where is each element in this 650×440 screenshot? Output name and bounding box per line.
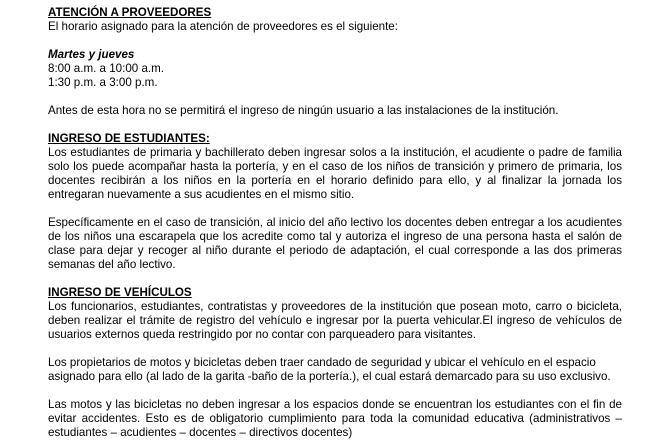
document-page [48, 6, 622, 440]
schedule-days: Martes y jueves [48, 48, 135, 61]
spacer [48, 90, 622, 104]
spacer [48, 202, 622, 216]
proveedores-intro: El horario asignado para la atención de proveedores es el siguiente: [48, 20, 398, 33]
spacer [48, 118, 622, 132]
estudiantes-paragraph-1: Los estudiantes de primaria y bachillerato deben ingresar solos a la institución, el acudiente o padre de familia solo los puede acompañar hasta la portería, y en el caso de los niños de transición y primero de primaria, los docentes recibirán a los niños en la portería en el horario definido para ello, y al finalizar la jornada los entregaran nuevamente a sus acudientes en el mismo sitio. [48, 146, 622, 201]
heading-vehiculos: INGRESO DE VEHÍCULOS [48, 286, 192, 299]
spacer [48, 342, 622, 356]
heading-estudiantes: INGRESO DE ESTUDIANTES: [48, 132, 210, 145]
spacer [48, 34, 622, 48]
schedule-slot-2: 1:30 p.m. a 3:00 p.m. [48, 76, 158, 89]
spacer [48, 272, 622, 286]
vehiculos-paragraph-3: Las motos y las bicicletas no deben ingresar a los espacios donde se encuentran los estudiantes con el fin de evitar accidentes. Esto es de obligatorio cumplimiento para toda la comunidad educativa (administrativos – estudiantes – acudientes – docentes – directivos docentes) [48, 398, 622, 439]
vehiculos-paragraph-1: Los funcionarios, estudiantes, contratistas y proveedores de la institución que posean moto, carro o bicicleta, deben realizar el trámite de registro del vehículo e ingresar por la puerta vehicular.El ingreso de vehículos de usuarios externos queda restringido por no contar con parqueadero para visitantes. [48, 300, 622, 341]
schedule-slot-1: 8:00 a.m. a 10:00 a.m. [48, 62, 165, 75]
spacer [48, 384, 622, 398]
heading-proveedores: ATENCIÓN A PROVEEDORES [48, 6, 212, 19]
estudiantes-paragraph-2: Específicamente en el caso de transición, al inicio del año lectivo los docentes deben entregar a los acudientes de los niños una escarapela que los acredite como tal y autoriza el ingreso de una persona hasta el salón de clase para dejar y recoger al niño durante el periodo de adaptación, el cual corresponde a las dos primeras semanas del año lectivo. [48, 216, 622, 271]
vehiculos-paragraph-2: Los propietarios de motos y bicicletas deben traer candado de seguridad y ubicar el vehículo en el espacio asignado para ello (al lado de la garita -baño de la portería.), el cual estará demarcado para su uso exclusivo. [48, 356, 611, 383]
proveedores-note: Antes de esta hora no se permitirá el ingreso de ningún usuario a las instalaciones de la institución. [48, 104, 559, 117]
